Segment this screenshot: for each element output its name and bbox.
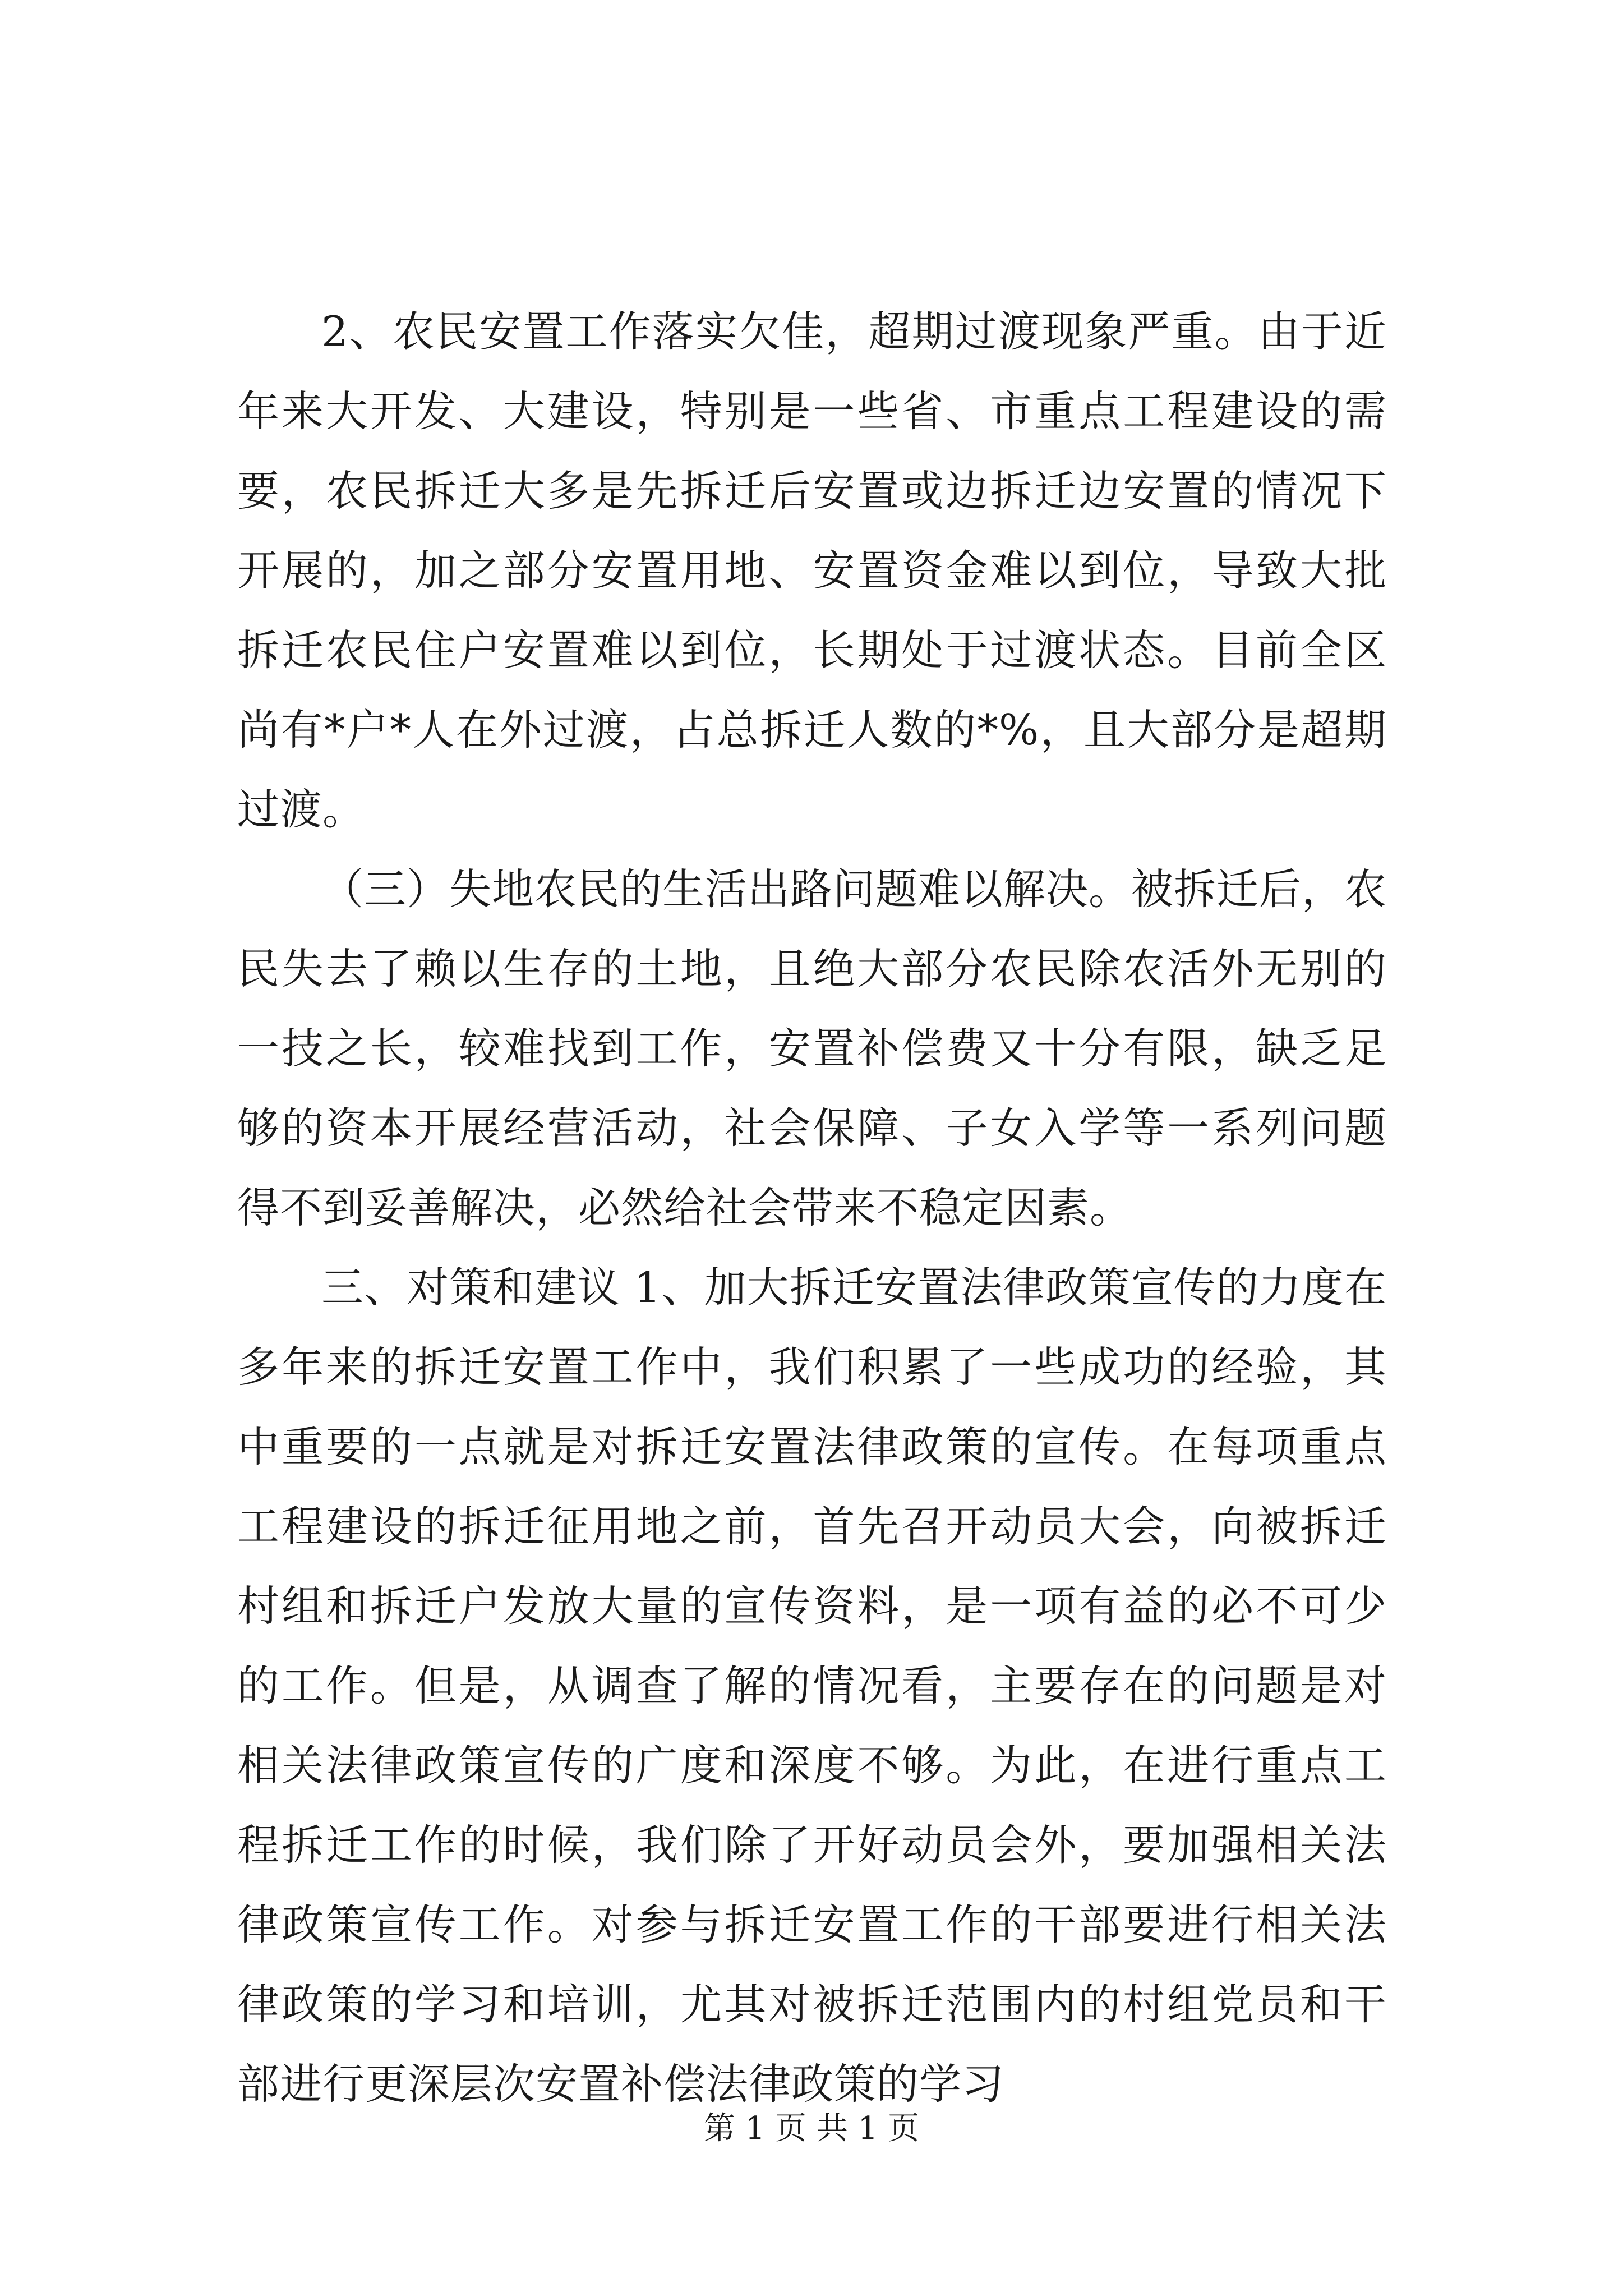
document-body: [237, 292, 1387, 2124]
paragraph-resettlement: 2、农民安置工作落实欠佳，超期过渡现象严重。由于近年来大开发、大建设，特别是一些省、市重点工程建设的需要，农民拆迁大多是先拆迁后安置或边拆迁边安置的情况下开展的，加之部分安置用地、安置资金难以到位，导致大批拆迁农民住户安置难以到位，长期处于过渡状态。目前全区尚有*户*人在外过渡，占总拆迁人数的*%，且大部分是超期过渡。: [237, 307, 1387, 834]
page-footer: 第 1 页 共 1 页: [703, 2110, 920, 2147]
paragraph-livelihood: （三）失地农民的生活出路问题难以解决。被拆迁后，农民失去了赖以生存的土地，且绝大部分农民除农活外无别的一技之长，较难找到工作，安置补偿费又十分有限，缺乏足够的资本开展经营活动，社会保障、子女入学等一系列问题得不到妥善解决，必然给社会带来不稳定因素。: [237, 864, 1387, 1232]
paragraph-countermeasures: 三、对策和建议 1、加大拆迁安置法律政策宣传的力度在多年来的拆迁安置工作中，我们积累了一些成功的经验，其中重要的一点就是对拆迁安置法律政策的宣传。在每项重点工程建设的拆迁征用地之前，首先召开动员大会，向被拆迁村组和拆迁户发放大量的宣传资料，是一项有益的必不可少的工作。但是，从调查了解的情况看，主要存在的问题是对相关法律政策宣传的广度和深度不够。为此，在进行重点工程拆迁工作的时候，我们除了开好动员会外，要加强相关法律政策宣传工作。对参与拆迁安置工作的干部要进行相关法律政策的学习和培训，尤其对被拆迁范围内的村组党员和干部进行更深层次安置补偿法律政策的学习: [237, 1263, 1387, 2109]
